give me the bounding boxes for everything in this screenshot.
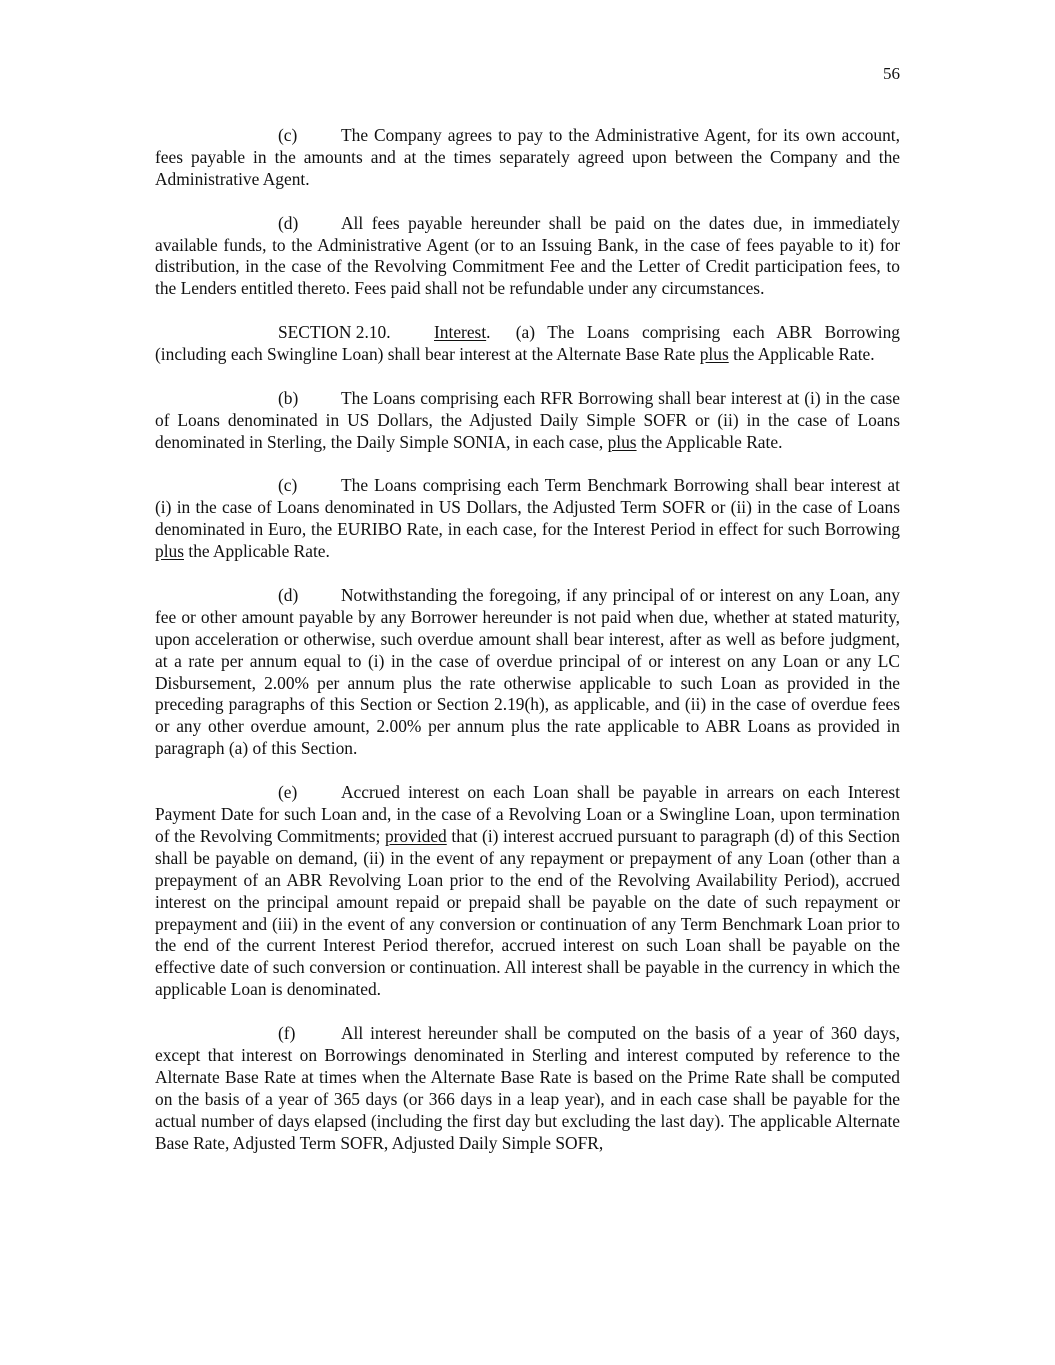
paragraph-e-interest xyxy=(155,782,900,1001)
document-body xyxy=(155,125,900,1176)
plus-term: plus xyxy=(607,431,637,452)
paragraph-b-interest xyxy=(155,388,900,454)
paragraph-d-interest xyxy=(155,585,900,760)
paragraph-label: (d) xyxy=(278,212,299,233)
section-heading: Interest xyxy=(434,322,487,343)
section-heading-punct: . xyxy=(486,322,491,343)
paragraph-label: (e) xyxy=(278,782,298,803)
paragraph-text: Notwithstanding the foregoing, if any principal of or interest on any Loan, any fee or other amount payable by any Borrower hereunder is not paid when due, whether at stated maturity, upon acceleration or otherwise, such overdue amount shall bear interest, after as well as before judgment, at a rate per annum equal to (i) in the case of overdue principal of or interest on any Loan or any LC Disbursement, 2.00% per annum plus the rate otherwise applicable to such Loan as provided in the preceding paragraphs of this Section or Section 2.19(h), as applicable, and (ii) in the case of overdue fees or any other overdue amount, 2.00% per annum plus the rate applicable to ABR Loans as provided in paragraph (a) of this Section. xyxy=(155,584,900,759)
paragraph-text: The Company agrees to pay to the Administrative Agent, for its own account, fees payable in the amounts and at the times separately agreed upon between the Company and the Administrative Agent. xyxy=(155,125,900,189)
paragraph-label: (f) xyxy=(278,1023,296,1044)
paragraph-text: All interest hereunder shall be computed on the basis of a year of 360 days, except that interest on Borrowings denominated in Sterling and interest computed by reference to the Alternate Base Rate at times when the Alternate Base Rate is based on the Prime Rate shall be computed on the basis of a year of 365 days (or 366 days in a leap year), and in each case shall be payable for the actual number of days elapsed (including the first day but excluding the last day). The applicable Alternate Base Rate, Adjusted Term SOFR, Adjusted Daily Simple SOFR, xyxy=(155,1023,900,1153)
paragraph-text: (a) The Loans comprising each ABR Borrowing (including each Swingline Loan) shall bear interest at the Alternate Base Rate xyxy=(155,322,900,365)
paragraph-text: The Loans comprising each RFR Borrowing shall bear interest at (i) in the case of Loans denominated in US Dollars, the Adjusted Daily Simple SOFR or (ii) in the case of Loans denominated in Sterling, the Daily Simple SONIA, in each case, xyxy=(155,387,900,452)
paragraph-text: The Loans comprising each Term Benchmark Borrowing shall bear interest at (i) in the case of Loans denominated in US Dollars, the Adjusted Term SOFR or (ii) in the case of Loans denominated in Euro, the EURIBO Rate, in each case, for the Interest Period in effect for such Borrowing xyxy=(155,475,900,540)
paragraph-label: (b) xyxy=(278,387,299,408)
paragraph-text: Accrued interest on each Loan shall be payable in arrears on each Interest Payment Date for such Loan and, in the case of a Revolving Loan or a Swingline Loan, upon termination of the Revolving Commitments; xyxy=(155,782,900,846)
paragraph-text: the Applicable Rate. xyxy=(733,344,875,365)
paragraph-label: (c) xyxy=(278,125,298,145)
paragraph-f-interest xyxy=(155,1023,900,1154)
paragraph-text: All fees payable hereunder shall be paid on the dates due, in immediately available funds, to the Administrative Agent (or to an Issuing Bank, in the case of fees payable to it) for distribution, in the case of the Revolving Commitment Fee and the Letter of Credit participation fees, to the Lenders entitled thereto. Fees paid shall not be refundable under any circumstances. xyxy=(155,212,900,299)
section-number: SECTION 2.10. xyxy=(278,322,391,343)
paragraph-text: the Applicable Rate. xyxy=(640,431,783,452)
paragraph-label: (d) xyxy=(278,584,299,605)
paragraph-c-interest xyxy=(155,475,900,563)
paragraph-label: (c) xyxy=(278,475,298,496)
paragraph-text: that (i) interest accrued pursuant to paragraph (d) of this Section shall be payable on demand, (ii) in the event of any repayment or prepayment of any Loan (other than a prepayment of an ABR Revolving Loan prior to the end of the Revolving Availability Period), accrued interest on the principal amount repaid or prepaid shall be payable on the date of such repayment or prepayment and (iii) in the event of any conversion or continuation of any Term Benchmark Loan prior to the end of the current Interest Period therefor, accrued interest on such Loan shall be payable on the effective date of such conversion or continuation. All interest shall be payable in the currency in which the applicable Loan is denominated. xyxy=(155,825,900,1000)
section-2-10-paragraph xyxy=(155,322,900,366)
paragraph-c-fees xyxy=(155,125,900,191)
paragraph-d-fees xyxy=(155,213,900,301)
page-number: 56 xyxy=(883,64,900,83)
provided-term: provided xyxy=(384,825,447,846)
paragraph-text: the Applicable Rate. xyxy=(188,541,330,562)
plus-term: plus xyxy=(699,344,729,365)
plus-term: plus xyxy=(155,541,184,562)
